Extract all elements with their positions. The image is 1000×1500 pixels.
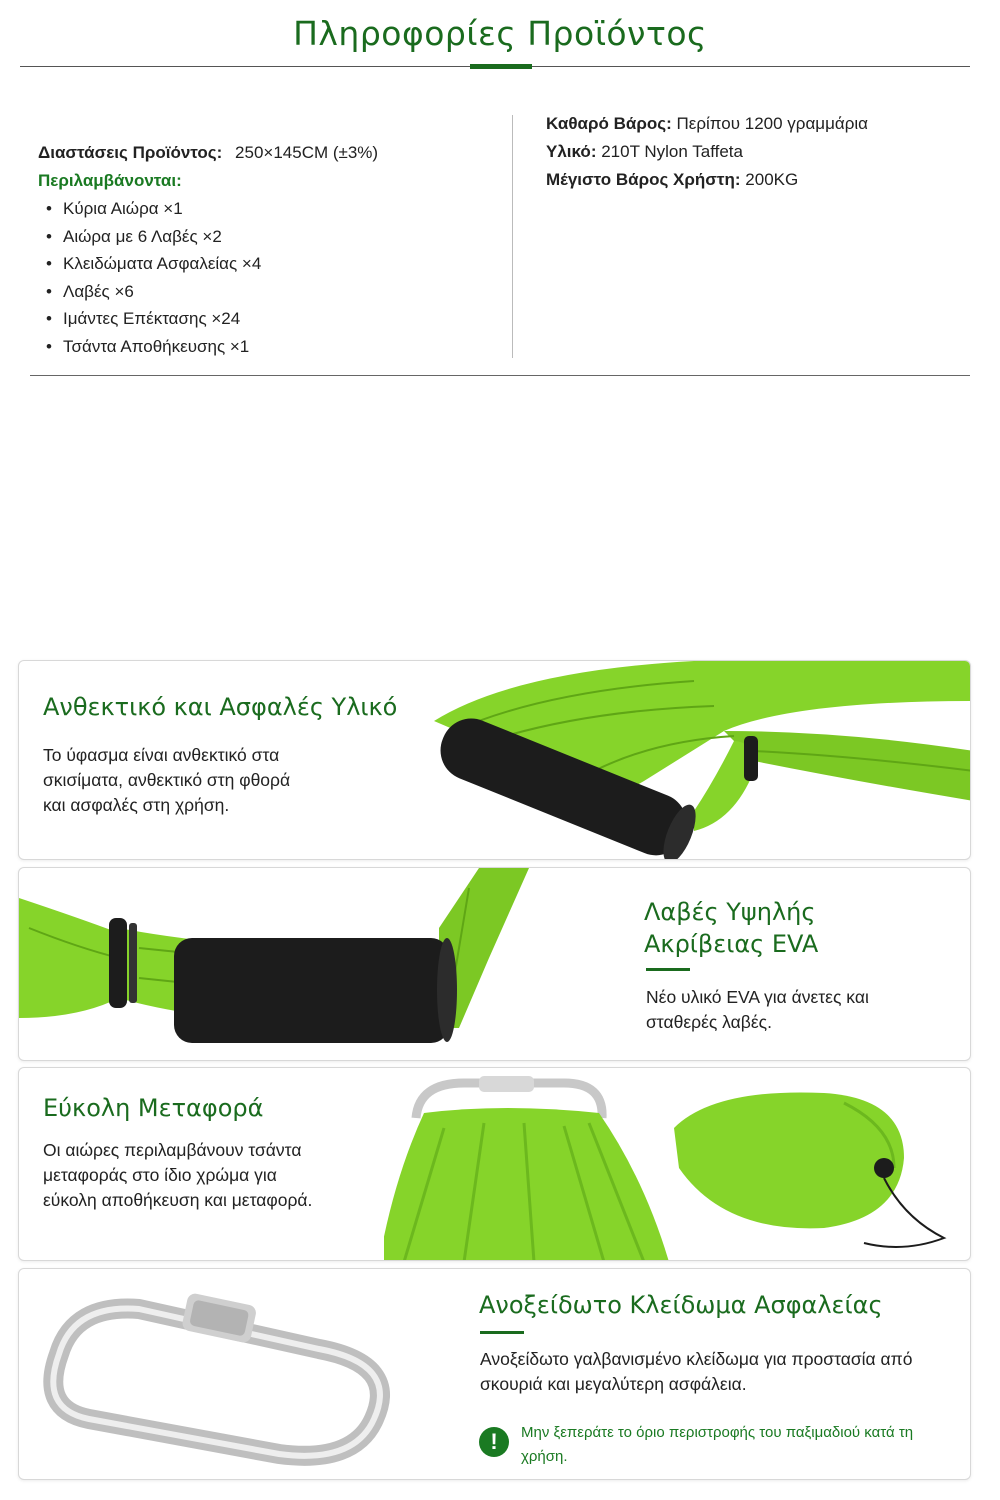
included-list	[38, 195, 378, 360]
dimensions-label: Διαστάσεις Προϊόντος:	[38, 143, 223, 162]
feature-title: Εύκολη Μεταφορά	[43, 1094, 264, 1122]
title-accent-bar	[470, 64, 532, 69]
list-item: • Ιμάντες Επέκτασης ×24	[38, 305, 378, 333]
page-title: Πληροφορίες Προϊόντος	[293, 14, 707, 53]
feature-text: Το ύφασμα είναι ανθεκτικό στα σκισίματα, ανθεκτικό στη φθορά και ασφαλές στη χρήση.	[43, 745, 291, 815]
feature-card-eva-handles	[18, 867, 971, 1061]
net-weight-value: Περίπου 1200 γραμμάρια	[676, 114, 868, 133]
feature-title: Ανοξείδωτο Κλείδωμα Ασφαλείας	[479, 1291, 883, 1319]
max-weight-label: Μέγιστο Βάρος Χρήστη:	[546, 170, 741, 189]
eva-handle-image	[19, 868, 549, 1061]
feature-text: Ανοξείδωτο γαλβανισμένο κλείδωμα για προστασία από σκουριά και μεγαλύτερη ασφάλεια.	[480, 1349, 913, 1394]
material-label: Υλικό:	[546, 142, 597, 161]
warning-icon: !	[479, 1427, 509, 1457]
hammock-handle-image	[394, 661, 971, 860]
dimensions-value: 250×145CM (±3%)	[235, 143, 379, 162]
net-weight-row	[546, 110, 868, 138]
list-item: • Αιώρα με 6 Λαβές ×2	[38, 223, 378, 251]
carabiner-image	[19, 1269, 439, 1480]
feature-text: Οι αιώρες περιλαμβάνουν τσάντα μεταφοράς στο ίδιο χρώμα για εύκολη αποθήκευση και μεταφορά.	[43, 1140, 313, 1210]
feature-title: Ανθεκτικό και Ασφαλές Υλικό	[43, 693, 398, 721]
material-row	[546, 138, 868, 166]
list-item: • Κλειδώματα Ασφαλείας ×4	[38, 250, 378, 278]
carry-bag-image	[384, 1068, 964, 1261]
feature-card-safety-lock	[18, 1268, 971, 1480]
specs-left-column	[38, 139, 378, 360]
specs-divider	[512, 115, 513, 358]
list-item: • Κύρια Αιώρα ×1	[38, 195, 378, 223]
list-item: • Τσάντα Αποθήκευσης ×1	[38, 333, 378, 361]
feature-card-easy-carry	[18, 1067, 971, 1261]
title-accent-bar	[646, 968, 690, 971]
specs-bottom-rule	[30, 375, 970, 376]
net-weight-label: Καθαρό Βάρος:	[546, 114, 672, 133]
feature-card-durable	[18, 660, 971, 860]
included-label: Περιλαμβάνονται:	[38, 171, 182, 190]
max-weight-row	[546, 166, 868, 194]
dimensions-row	[38, 139, 378, 167]
warning-text: Μην ξεπεράτε το όριο περιστροφής του παξιμαδιού κατά τη χρήση.	[521, 1424, 914, 1465]
feature-title: Λαβές Υψηλής Ακρίβειας EVA	[644, 898, 819, 958]
feature-text: Νέο υλικό EVA για άνετες και σταθερές λαβές.	[646, 987, 869, 1032]
specs-right-column	[546, 110, 868, 194]
title-accent-bar	[480, 1331, 524, 1334]
max-weight-value: 200KG	[745, 170, 799, 189]
material-value: 210T Nylon Taffeta	[601, 142, 743, 161]
list-item: • Λαβές ×6	[38, 278, 378, 306]
